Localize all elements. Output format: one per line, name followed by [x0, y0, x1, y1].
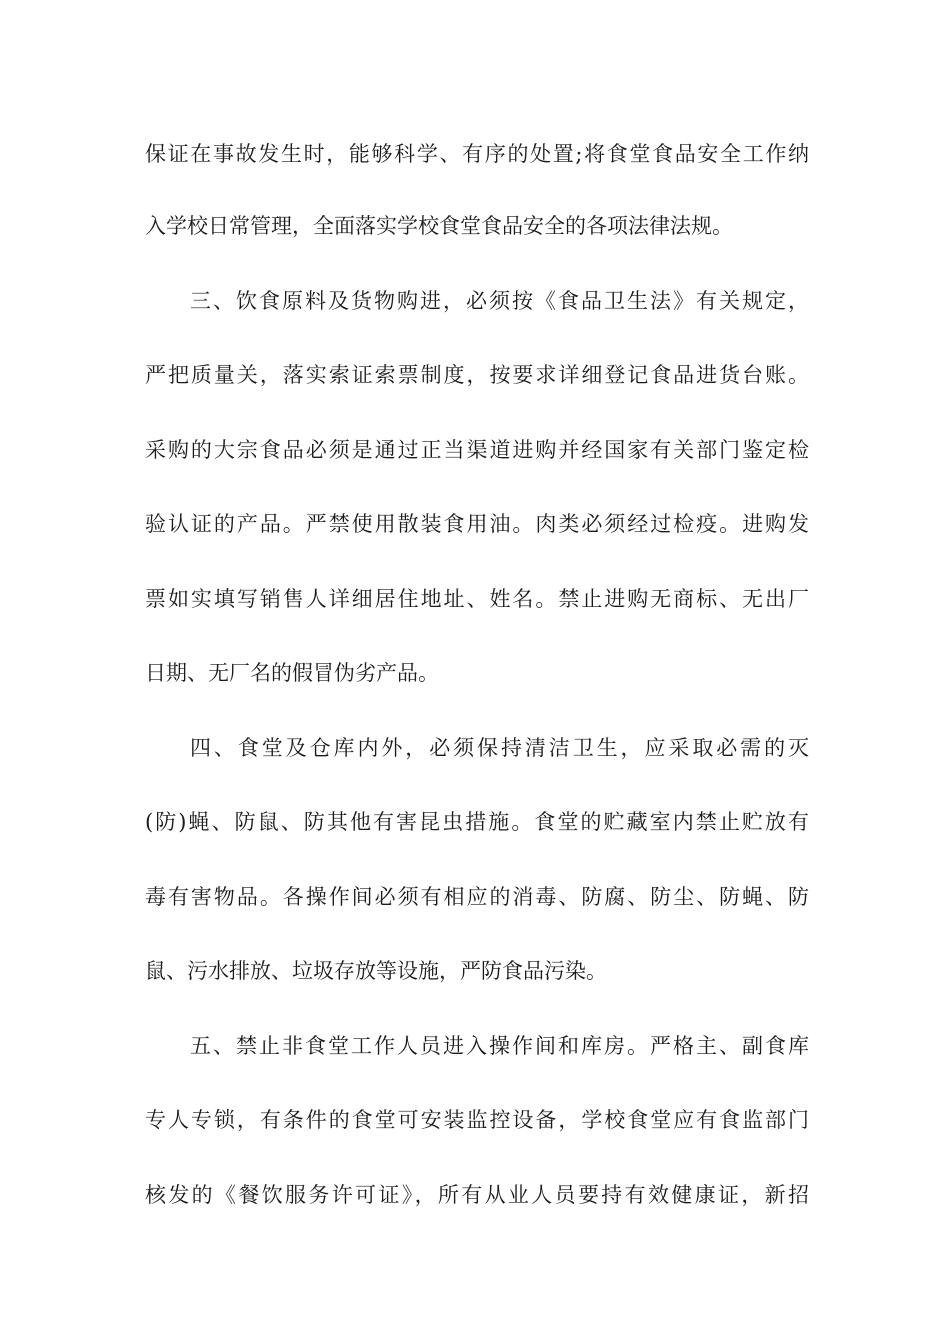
text-line: (防)蝇、防鼠、防其他有害昆虫措施。食堂的贮藏室内禁止贮放有: [145, 810, 809, 834]
text-line: 毒有害物品。各操作间必须有相应的消毒、防腐、防尘、防蝇、防: [145, 885, 809, 909]
text-line: 日期、无厂名的假冒伪劣产品。: [145, 661, 439, 685]
text-line: 票如实填写销售人详细居住地址、姓名。禁止进购无商标、无出厂: [145, 587, 809, 611]
text-line: 验认证的产品。严禁使用散装食用油。肉类必须经过检疫。进购发: [145, 512, 809, 536]
text-line: 核发的《餐饮服务许可证》，所有从业人员要持有效健康证，新招: [145, 1183, 809, 1207]
paragraph-start-line: 五、禁止非食堂工作人员进入操作间和库房。严格主、副食库: [190, 1034, 809, 1058]
paragraph-start-line: 三、饮食原料及货物购进，必须按《食品卫生法》有关规定，: [190, 289, 809, 313]
paragraph-start-line: 四、食堂及仓库内外，必须保持清洁卫生，应采取必需的灭: [190, 736, 809, 760]
text-line: 采购的大宗食品必须是通过正当渠道进购并经国家有关部门鉴定检: [145, 438, 809, 462]
text-line: 入学校日常管理，全面落实学校食堂食品安全的各项法律法规。: [145, 214, 733, 238]
text-line: 保证在事故发生时，能够科学、有序的处置;将食堂食品安全工作纳: [145, 142, 809, 166]
text-line: 严把质量关，落实索证索票制度，按要求详细登记食品进货台账。: [145, 363, 809, 387]
text-line: 鼠、污水排放、垃圾存放等设施，严防食品污染。: [145, 959, 607, 983]
text-line: 专人专锁，有条件的食堂可安装监控设备，学校食堂应有食监部门: [145, 1108, 809, 1132]
